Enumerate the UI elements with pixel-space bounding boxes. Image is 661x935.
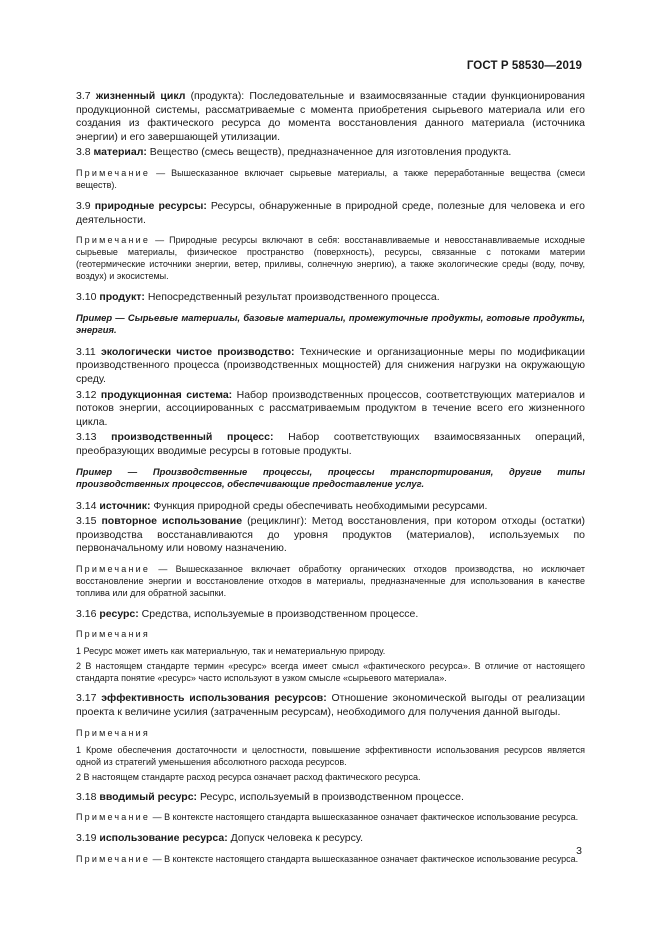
term: экологически чистое производство:	[100, 345, 295, 358]
note-label: Примечание	[76, 235, 151, 246]
note-text: — Природные ресурсы включают в себя: восстанавливаемые и невосстанавливаемые исходные сырьевые материалы, физическое пространство (поверхность), ресурсы, связанные с потоками материи (геотермические источники энергии, ветер, приливы, солнечную энергию), а также экологические среды (воду, почву, воздух) и экосистемы.	[76, 235, 585, 282]
note-text: — Вышесказанное включает обработку органических отходов производства, но исключает восстановление энергии и восстановление отходов в материалы, предназначенные для использования в качестве топлива или для обратной засыпки.	[76, 563, 585, 598]
numbered-note: 2 В настоящем стандарте термин «ресурс» всегда имеет смысл «фактического ресурса». В отличие от настоящего стандарта понятие «ресурс» часто используют в узком смысле «сырьевого материала».	[76, 661, 585, 684]
clause-number: 3.11	[76, 345, 96, 358]
definition-3-9	[76, 200, 585, 227]
definition-3-19	[76, 832, 585, 846]
term: вводимый ресурс:	[99, 790, 198, 803]
clause-number: 3.18	[76, 790, 97, 803]
note	[76, 853, 585, 865]
definition-3-12	[76, 389, 585, 430]
example: Пример — Производственные процессы, процессы транспортирования, другие типы производственных процессов, обеспечивающие предоставление услуг.	[76, 465, 585, 489]
numbered-note: 1 Кроме обеспечения достаточности и целостности, повышение эффективности использования ресурсов является одной из стратегий уменьшения абсолютного расхода ресурсов.	[76, 744, 585, 767]
example: Пример — Сырьевые материалы, базовые материалы, промежуточные продукты, готовые продукты, энергия.	[76, 311, 585, 336]
definition-text: Непосредственный результат производственного процесса.	[144, 291, 440, 304]
definition-text: Набор производственных процессов, соответствующих материалов и потоков энергии, ассоциированных с рассматриваемым продуктом в течение всего его жизненного цикла.	[76, 388, 585, 428]
definition-text: Вещество (смесь веществ), предназначенное для изготовления продукта.	[146, 146, 512, 159]
term: повторное использование	[101, 515, 243, 528]
definition-3-11	[76, 346, 585, 387]
document-content	[76, 90, 585, 874]
definition-text: Набор соответствующих взаимосвязанных операций, преобразующих вводимые ресурсы в готовые продукты.	[76, 431, 585, 457]
clause-number: 3.9	[76, 199, 91, 212]
definition-text: Ресурс, используемый в производственном процессе.	[197, 790, 464, 803]
term: жизненный цикл	[95, 90, 186, 102]
definition-3-16	[76, 608, 585, 622]
note-label: Примечание	[76, 563, 151, 574]
numbered-note: 1 Ресурс может иметь как материальную, так и нематериальную природу.	[76, 646, 386, 657]
definition-3-17	[76, 692, 585, 719]
term: источник:	[99, 499, 151, 512]
note	[76, 234, 585, 282]
note-label: Примечание	[76, 167, 151, 178]
definition-text: Ресурсы, обнаруженные в природной среде, полезные для человека и его деятельности.	[76, 199, 585, 226]
definition-text: Средства, используемые в производственном процессе.	[138, 607, 419, 620]
standard-header: ГОСТ Р 58530—2019	[466, 60, 582, 72]
term: производственный процесс:	[111, 431, 274, 444]
term: материал:	[93, 146, 147, 159]
note	[76, 811, 585, 823]
clause-number: 3.14	[76, 499, 97, 512]
definition-3-10	[76, 291, 585, 305]
definition-text: Допуск человека к ресурсу.	[227, 832, 364, 845]
note-text: — Вышесказанное включает сырьевые материалы, а также переработанные вещества (смеси веществ).	[76, 167, 585, 190]
term: эффективность использования ресурсов:	[101, 692, 327, 705]
term: продукционная система:	[100, 388, 233, 401]
definition-3-18	[76, 791, 585, 805]
clause-number: 3.7	[76, 90, 91, 102]
note-text: — В контексте настоящего стандарта вышесказанное означает фактическое использование ресурса.	[150, 812, 579, 823]
definition-text: Функция природной среды обеспечивать необходимыми ресурсами.	[150, 499, 488, 512]
definition-3-15	[76, 515, 585, 556]
clause-number: 3.8	[76, 146, 91, 159]
definition-3-7	[76, 90, 585, 144]
term: продукт:	[99, 291, 145, 304]
notes-title: Примечания	[76, 727, 150, 738]
clause-number: 3.12	[76, 388, 97, 401]
clause-number: 3.10	[76, 291, 97, 304]
note-label: Примечание	[76, 812, 151, 823]
definition-3-8	[76, 146, 585, 160]
definition-text: Отношение экономической выгоды от реализации проекта к величине усилия (затраченным ресурсам), необходимого для получения данной выгоды.	[76, 692, 585, 719]
numbered-note: 2 В настоящем стандарте расход ресурса означает расход фактического ресурса.	[76, 771, 421, 782]
clause-number: 3.16	[76, 607, 97, 620]
note	[76, 563, 585, 599]
note	[76, 167, 585, 191]
page-number: 3	[576, 845, 582, 857]
clause-number: 3.15	[76, 515, 97, 528]
definition-text: (продукта): Последовательные и взаимосвязанные стадии функционирования продукционной системы, рассматриваемые с момента приобретения сырьевого материала или его создания из фактического ресурса до момента восстановления данного материала (источника энергии) и его завершающей утилизации.	[76, 90, 585, 143]
note-text: — В контексте настоящего стандарта вышесказанное означает фактическое использование ресурса.	[150, 853, 579, 864]
term: природные ресурсы:	[94, 199, 207, 212]
definition-text: (рециклинг): Метод восстановления, при котором отходы (остатки) производства восстанавливаются до уровня продуктов (материалов), используемых по первоначальному или новому назначению.	[76, 515, 585, 555]
clause-number: 3.17	[76, 692, 97, 705]
term: использование ресурса:	[99, 832, 228, 845]
term: ресурс:	[99, 607, 139, 620]
notes-title: Примечания	[76, 629, 150, 640]
note-label: Примечание	[76, 853, 151, 864]
definition-text: Технические и организационные меры по модификации производственного процесса (производственных мощностей) для снижения нагрузки на окружающую среду.	[76, 345, 586, 385]
clause-number: 3.13	[76, 431, 97, 444]
definition-3-14	[76, 500, 585, 514]
clause-number: 3.19	[76, 832, 97, 845]
definition-3-13	[76, 431, 585, 458]
